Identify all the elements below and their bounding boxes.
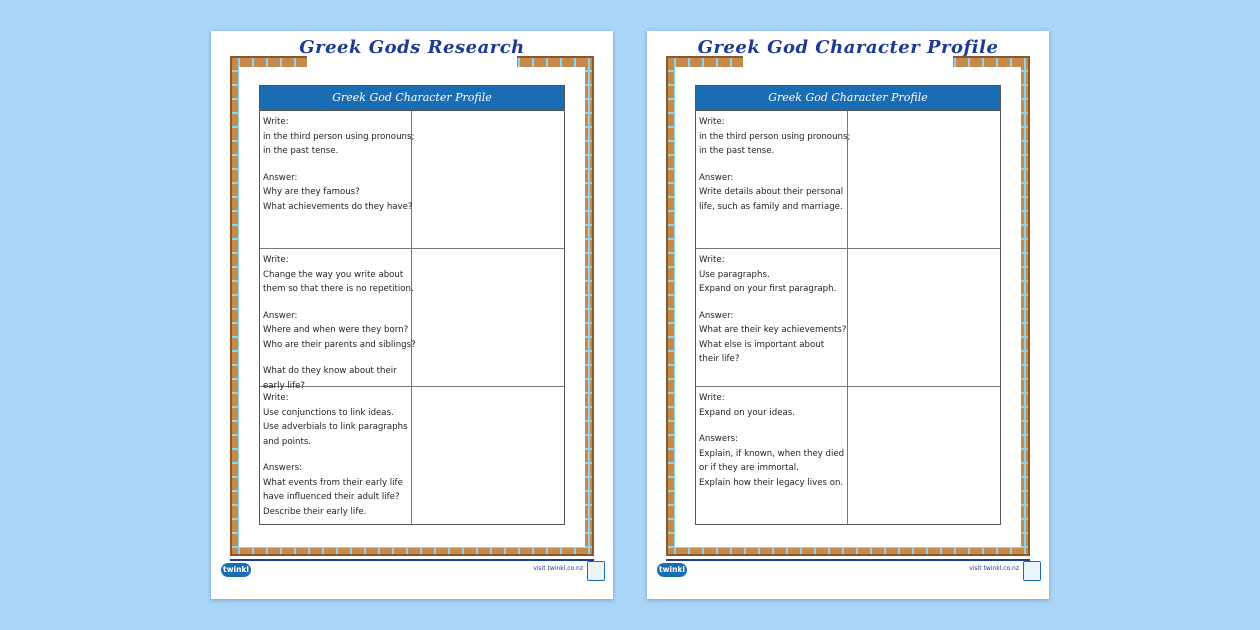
worksheet-2[interactable] xyxy=(647,31,1049,599)
prompt-label: Write: xyxy=(263,255,289,265)
prompt-label: Answer: xyxy=(263,310,298,321)
table-row xyxy=(260,387,564,525)
prompt-line: Change the way you write about xyxy=(263,269,404,280)
prompt-label: Answer: xyxy=(699,310,734,321)
prompt-block xyxy=(263,391,408,449)
prompt-line: in the third person using pronouns; xyxy=(263,131,415,142)
prompt-label: Answer: xyxy=(263,172,298,183)
answer-cell[interactable] xyxy=(412,111,564,248)
prompt-line: Expand on your first paragraph. xyxy=(699,284,837,294)
profile-table xyxy=(695,85,1001,525)
table-row xyxy=(260,111,564,249)
prompt-block xyxy=(699,432,844,490)
prompt-line: in the past tense. xyxy=(699,146,775,156)
answer-cell[interactable] xyxy=(848,111,1000,248)
prompt-line: Use conjunctions to link ideas. xyxy=(263,407,394,418)
prompt-line: their life? xyxy=(699,354,740,364)
badge-icon xyxy=(587,561,605,581)
prompt-line: What are their key achievements? xyxy=(699,325,847,335)
prompt-label: Write: xyxy=(699,255,725,265)
prompt-line: and points. xyxy=(263,436,312,447)
table-row xyxy=(696,111,1000,249)
prompt-line: What events from their early life xyxy=(263,477,403,488)
prompt-line: them so that there is no repetition. xyxy=(263,284,414,294)
answer-cell[interactable] xyxy=(412,249,564,386)
prompt-block xyxy=(699,171,844,215)
prompt-cell xyxy=(696,387,848,525)
prompt-line: Explain how their legacy lives on. xyxy=(699,477,844,488)
footer-divider xyxy=(666,559,1030,561)
badge-icon xyxy=(1023,561,1041,581)
page-title: Greek Gods Research xyxy=(299,37,525,58)
footer-divider xyxy=(230,559,594,561)
prompt-line: Describe their early life. xyxy=(263,506,367,517)
prompt-line: Where and when were they born? xyxy=(263,325,409,335)
prompt-line: Why are they famous? xyxy=(263,187,360,197)
prompt-line: Explain, if known, when they died xyxy=(699,448,845,459)
twinkl-logo: twinkl xyxy=(221,563,251,577)
page-title: Greek God Character Profile xyxy=(697,37,999,58)
prompt-cell xyxy=(260,249,416,391)
prompt-label: Write: xyxy=(699,393,725,403)
worksheet-1[interactable] xyxy=(211,31,613,599)
prompt-cell xyxy=(696,249,848,386)
prompt-block xyxy=(263,309,416,353)
table-row xyxy=(696,387,1000,525)
table-row xyxy=(696,249,1000,387)
prompt-line: or if they are immortal. xyxy=(699,463,799,473)
prompt-line: What else is important about xyxy=(699,339,825,350)
twinkl-logo: twinkl xyxy=(657,563,687,577)
answer-cell[interactable] xyxy=(412,387,564,525)
prompt-cell xyxy=(260,387,412,525)
prompt-label: Answers: xyxy=(263,463,303,473)
profile-table xyxy=(259,85,565,525)
prompt-line: What do they know about their xyxy=(263,366,397,376)
prompt-label: Write: xyxy=(263,393,289,403)
answer-cell[interactable] xyxy=(848,387,1000,525)
prompt-block xyxy=(263,461,408,519)
prompt-block xyxy=(263,253,414,297)
prompt-label: Answer: xyxy=(699,172,734,183)
footer-visit-text: visit twinkl.co.nz xyxy=(533,565,583,572)
prompt-cell xyxy=(696,111,851,248)
prompt-line: Use adverbials to link paragraphs xyxy=(263,422,408,432)
prompt-label: Answers: xyxy=(699,434,739,444)
answer-cell[interactable] xyxy=(848,249,1000,386)
prompt-line: life, such as family and marriage. xyxy=(699,201,843,212)
prompt-line: Expand on your ideas. xyxy=(699,407,795,418)
prompt-cell xyxy=(260,111,415,248)
prompt-block xyxy=(699,391,844,420)
prompt-line: have influenced their adult life? xyxy=(263,492,400,502)
prompt-block xyxy=(263,171,413,215)
prompt-line: What achievements do they have? xyxy=(263,201,413,212)
table-heading: Greek God Character Profile xyxy=(696,86,1000,111)
prompt-block xyxy=(263,115,415,159)
prompt-block xyxy=(699,309,847,367)
prompt-line: in the third person using pronouns; xyxy=(699,131,851,142)
table-row xyxy=(260,249,564,391)
prompt-line: Use paragraphs. xyxy=(699,269,770,280)
prompt-line: early life? xyxy=(263,380,305,391)
prompt-line: in the past tense. xyxy=(263,146,339,156)
prompt-label: Write: xyxy=(263,117,289,127)
footer-visit-text: visit twinkl.co.nz xyxy=(969,565,1019,572)
prompt-label: Write: xyxy=(699,117,725,127)
prompt-line: Who are their parents and siblings? xyxy=(263,339,416,350)
prompt-block xyxy=(699,253,844,297)
prompt-line: Write details about their personal xyxy=(699,187,844,197)
prompt-block xyxy=(699,115,851,159)
table-heading: Greek God Character Profile xyxy=(260,86,564,111)
